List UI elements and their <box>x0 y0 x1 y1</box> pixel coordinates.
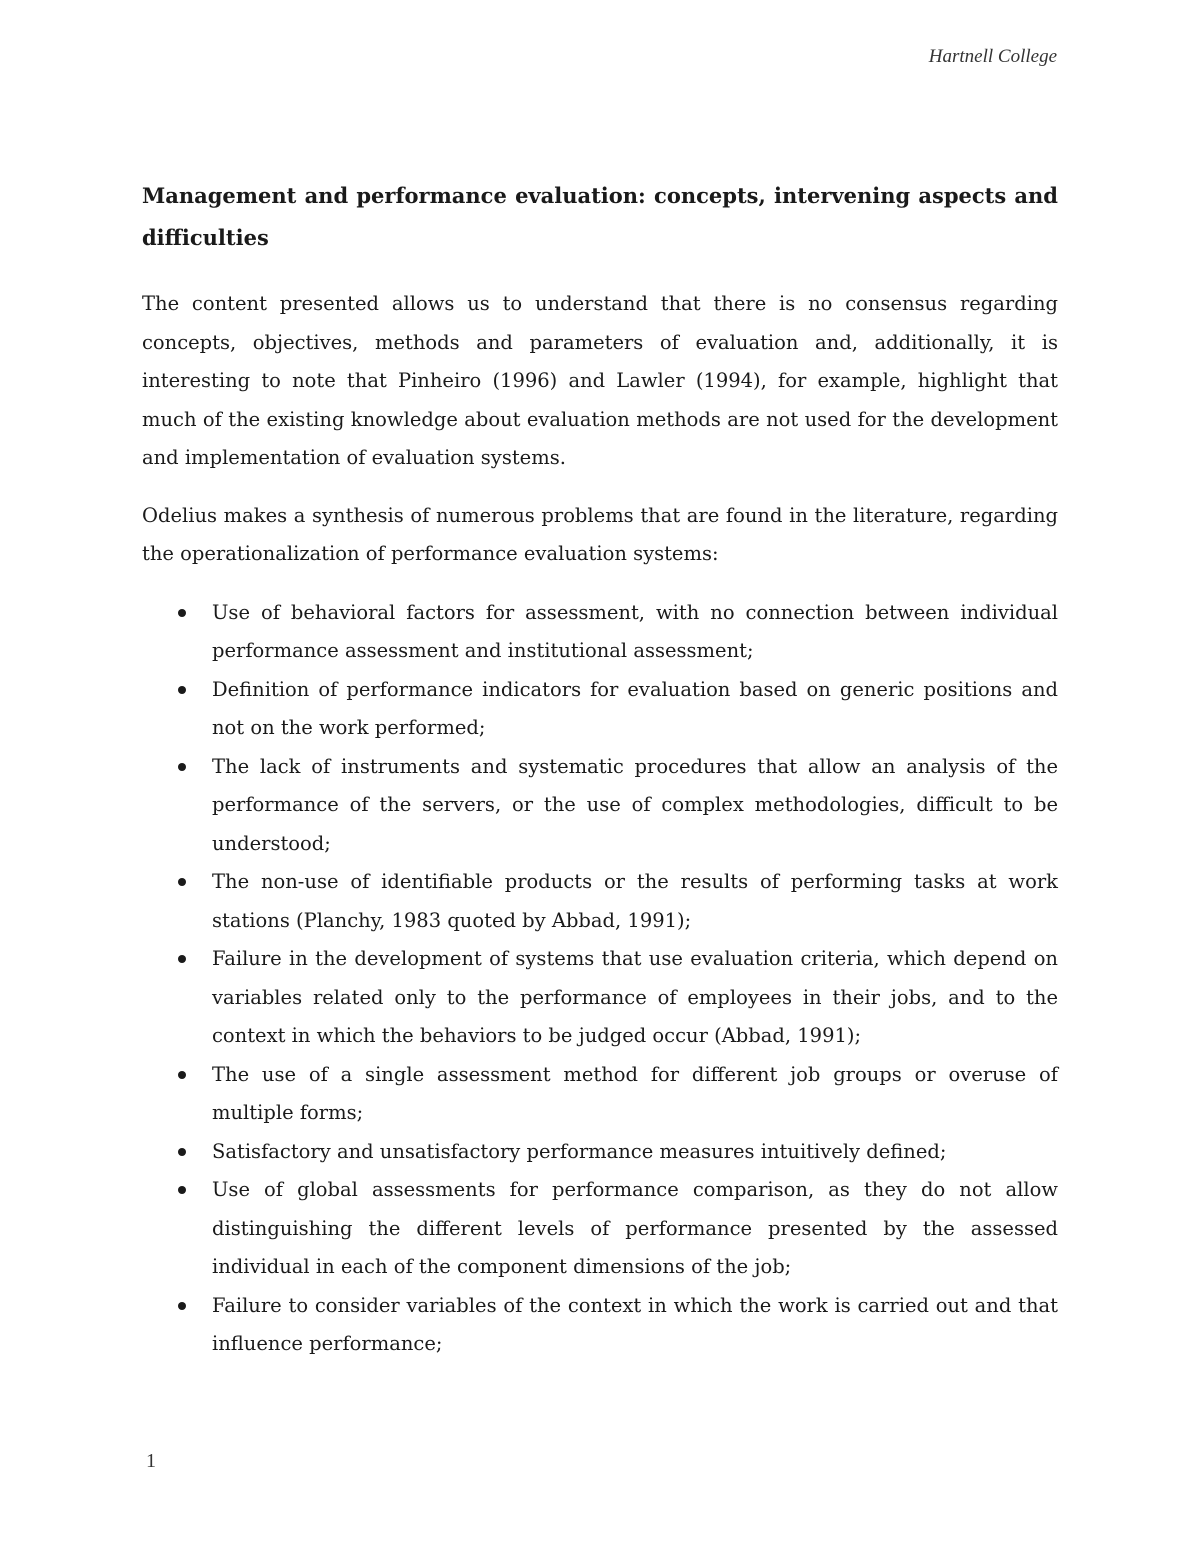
bullet-icon <box>178 1302 186 1310</box>
list-item <box>142 1287 1058 1364</box>
list-item <box>142 1133 1058 1172</box>
synthesis-paragraph: Odelius makes a synthesis of numerous problems that are found in the literature, regarding the operationalization of performance evaluation systems: <box>142 503 1058 565</box>
list-item <box>142 671 1058 748</box>
list-item <box>142 1171 1058 1287</box>
bullet-icon <box>178 955 186 963</box>
list-item <box>142 594 1058 671</box>
list-item <box>142 863 1058 940</box>
bullet-icon <box>178 609 186 617</box>
page-header: Hartnell College <box>928 46 1057 67</box>
document-body <box>142 175 1058 1364</box>
bullet-icon <box>178 1148 186 1156</box>
list-item-text: Failure in the development of systems that use evaluation criteria, which depend on variables related only to the performance of employees in their jobs, and to the context in which the behaviors to be judged occur (Abbad, 1991); <box>212 947 1058 1047</box>
bullet-icon <box>178 763 186 771</box>
list-item-text: The non-use of identifiable products or the results of performing tasks at work stations (Planchy, 1983 quoted by Abbad, 1991); <box>212 870 1058 932</box>
list-item-text: Definition of performance indicators for evaluation based on generic positions and not on the work performed; <box>212 677 1058 739</box>
page-number: 1 <box>146 1450 156 1472</box>
problems-list-wrapper <box>142 594 1058 1364</box>
list-item <box>142 1056 1058 1133</box>
bullet-icon <box>178 878 186 886</box>
document-title: Management and performance evaluation: concepts, intervening aspects and difficulties <box>142 183 1058 250</box>
list-item-text: Satisfactory and unsatisfactory performance measures intuitively defined; <box>212 1139 947 1163</box>
bullet-icon <box>178 1071 186 1079</box>
list-item <box>142 748 1058 864</box>
problems-list <box>142 594 1058 1364</box>
list-item-text: The use of a single assessment method for different job groups or overuse of multiple forms; <box>212 1062 1058 1124</box>
list-item-text: Failure to consider variables of the context in which the work is carried out and that influence performance; <box>212 1293 1058 1355</box>
list-item <box>142 940 1058 1056</box>
list-item-text: The lack of instruments and systematic procedures that allow an analysis of the performance of the servers, or the use of complex methodologies, difficult to be understood; <box>212 754 1058 855</box>
bullet-icon <box>178 686 186 694</box>
intro-paragraph: The content presented allows us to understand that there is no consensus regarding concepts, objectives, methods and parameters of evaluation and, additionally, it is interesting to note that Pinheiro (1996) and Lawler (1994), for example, highlight that much of the existing knowledge about evaluation methods are not used for the development and implementation of evaluation systems. <box>142 292 1058 469</box>
bullet-icon <box>178 1186 186 1194</box>
list-item-text: Use of behavioral factors for assessment, with no connection between individual performance assessment and institutional assessment; <box>212 600 1058 662</box>
list-item-text: Use of global assessments for performance comparison, as they do not allow distinguishing the different levels of performance presented by the assessed individual in each of the component dimensions of the job; <box>212 1178 1058 1278</box>
